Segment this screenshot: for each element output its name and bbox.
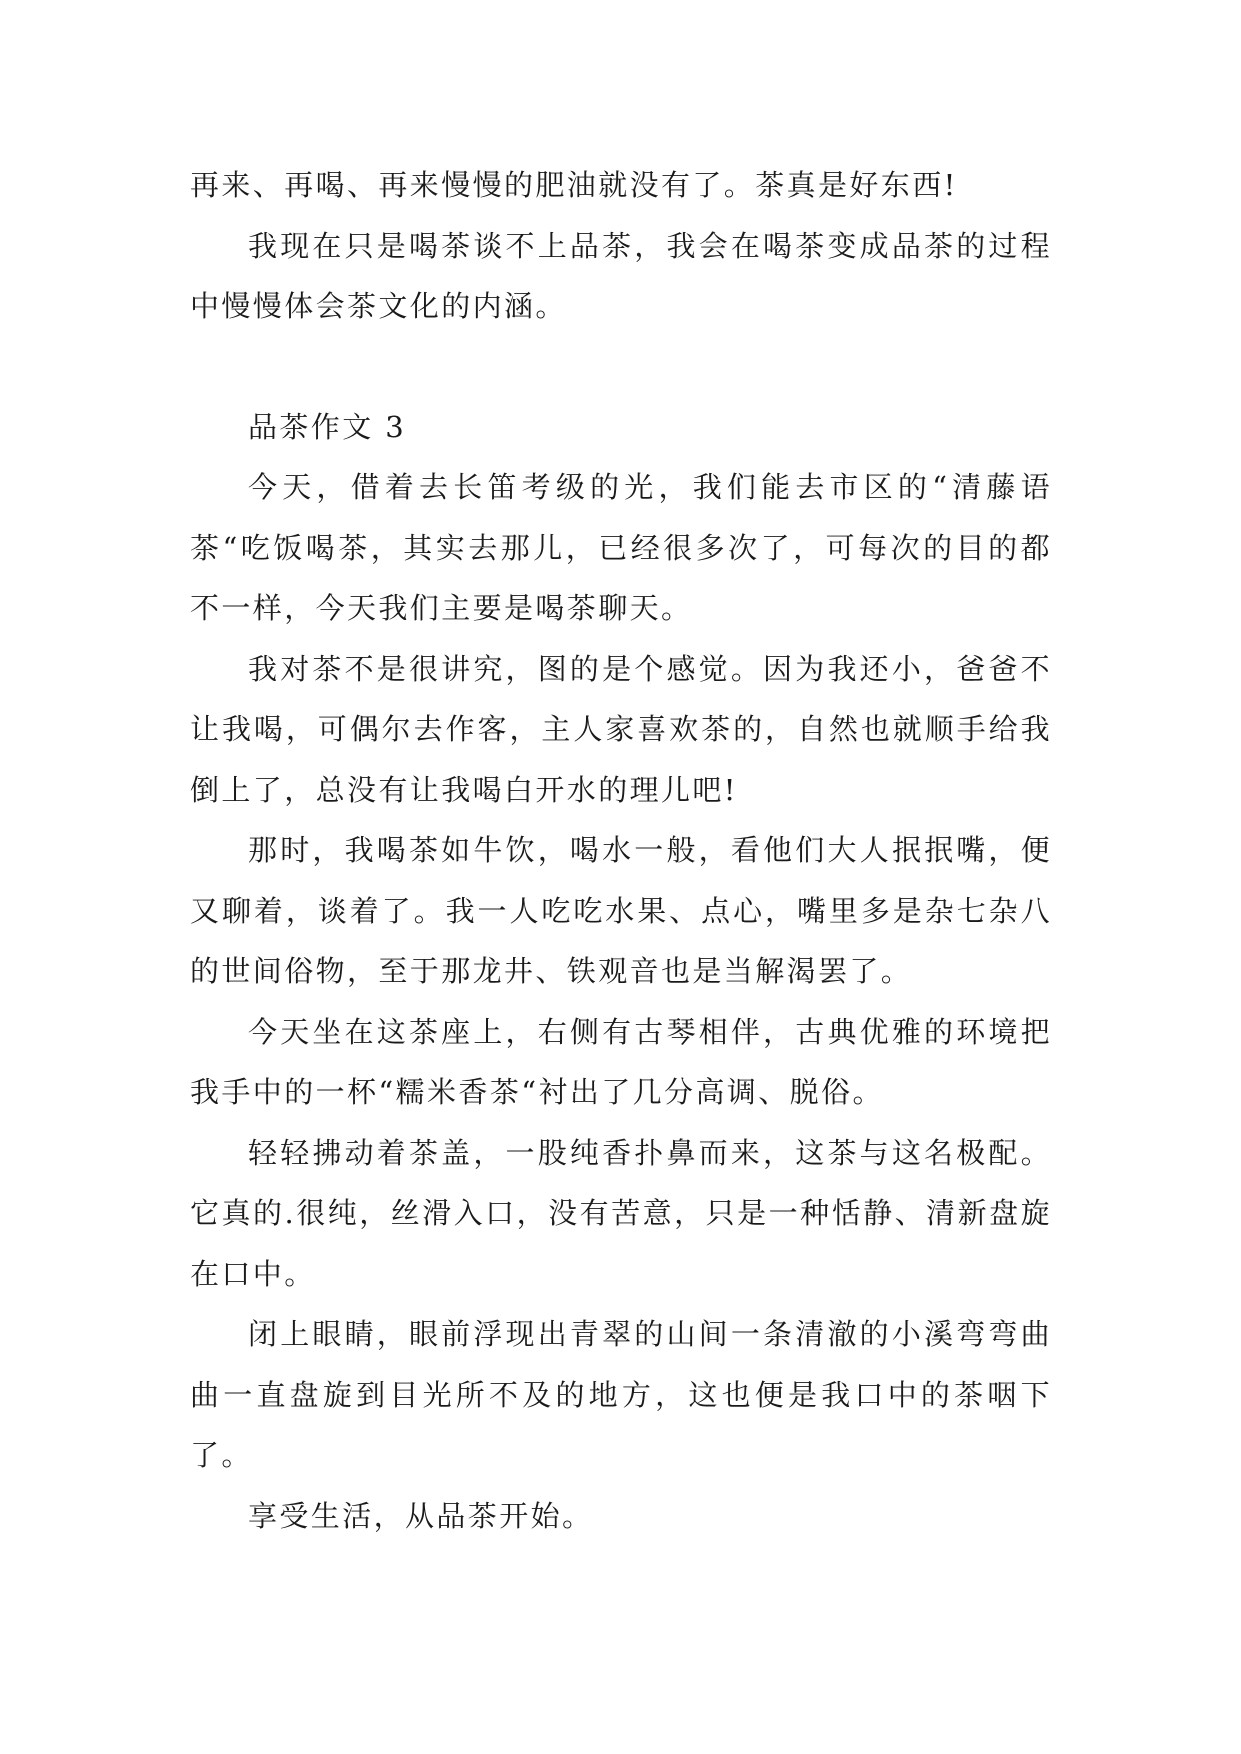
paragraph-continuation: 再来、再喝、再来慢慢的肥油就没有了。茶真是好东西! [190,168,958,202]
document-body [190,155,1052,1546]
paragraph: 今天坐在这茶座上，右侧有古琴相伴，古典优雅的环境把我手中的一杯“糯米香茶“衬出了几分高调、脱俗。 [190,1014,1052,1109]
paragraph: 轻轻拂动着茶盖，一股纯香扑鼻而来，这茶与这名极配。它真的.很纯，丝滑入口，没有苦意，只是一种恬静、清新盘旋在口中。 [190,1135,1052,1291]
paragraph: 闭上眼睛，眼前浮现出青翠的山间一条清澈的小溪弯弯曲曲一直盘旋到目光所不及的地方，这也便是我口中的茶咽下了。 [190,1317,1052,1472]
section-heading: 品茶作文 3 [248,409,407,444]
paragraph: 今天，借着去长笛考级的光，我们能去市区的“清藤语茶“吃饭喝茶，其实去那儿，已经很多次了，可每次的目的都不一样，今天我们主要是喝茶聊天。 [190,470,1052,625]
paragraph: 我对茶不是很讲究，图的是个感觉。因为我还小，爸爸不让我喝，可偶尔去作客，主人家喜欢茶的，自然也就顺手给我倒上了，总没有让我喝白开水的理儿吧! [190,651,1052,807]
paragraph: 我现在只是喝茶谈不上品茶，我会在喝茶变成品茶的过程中慢慢体会茶文化的内涵。 [190,228,1052,323]
paragraph: 享受生活，从品茶开始。 [248,1498,594,1533]
paragraph: 那时，我喝茶如牛饮，喝水一般，看他们大人抿抿嘴，便又聊着，谈着了。我一人吃吃水果、点心，嘴里多是杂七杂八的世间俗物，至于那龙井、铁观音也是当解渴罢了。 [190,833,1052,988]
section-spacer [190,337,1052,397]
